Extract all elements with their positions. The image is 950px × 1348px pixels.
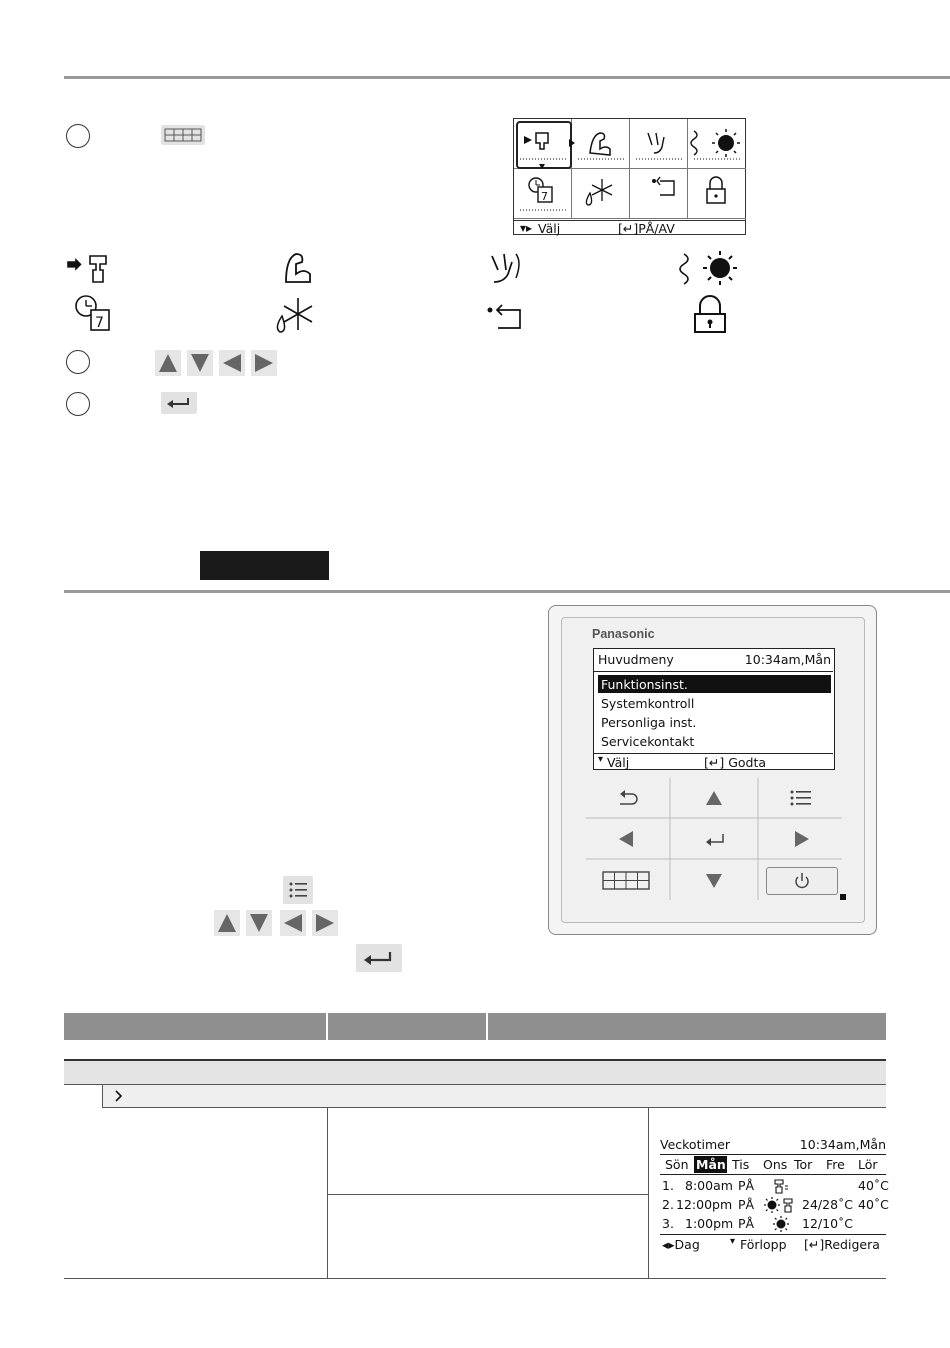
down-arrow-small-icon: ▾: [730, 1236, 736, 1247]
down-arrow-icon: ▾: [598, 754, 604, 765]
timer-row-time: 8:00am: [685, 1178, 733, 1193]
chevron-right-icon: [114, 1090, 124, 1102]
indicator-led: [840, 894, 846, 900]
weekly-timer-screen: [660, 1137, 889, 1257]
timer-row-state: PÅ: [738, 1216, 755, 1231]
remote-controller: [548, 605, 877, 935]
section-rule: [64, 590, 950, 593]
right-key-icon[interactable]: [793, 830, 811, 848]
muscle-icon: [286, 254, 310, 282]
day-tab-fre[interactable]: Fre: [826, 1157, 845, 1172]
day-tab-tor[interactable]: Tor: [794, 1157, 813, 1172]
table-header-col-3: [488, 1013, 886, 1040]
timer-row-time: 1:00pm: [685, 1216, 734, 1231]
power-button[interactable]: [766, 867, 838, 895]
timer-row-temp1: 12/10˚C: [802, 1216, 854, 1231]
day-tab-tis[interactable]: Tis: [732, 1157, 750, 1172]
menu-item-funktionsinst[interactable]: Funktionsinst.: [601, 677, 688, 692]
up-key-icon[interactable]: [705, 789, 723, 807]
svg-text:7: 7: [95, 315, 104, 331]
back-key-icon[interactable]: [617, 789, 639, 809]
quiet-hand-icon: [492, 254, 519, 282]
day-tab-lor[interactable]: Lör: [858, 1157, 878, 1172]
timer-row-temp2: 40˚C: [858, 1178, 889, 1193]
top-rule: [64, 76, 950, 79]
day-tab-man[interactable]: Mån: [696, 1157, 726, 1172]
screen-footer-select: Välj: [607, 755, 630, 770]
timer-row-num: 1.: [662, 1178, 674, 1193]
grid-menu-key-icon: [161, 125, 205, 145]
tank-tap-small-icon: [772, 1178, 790, 1194]
enter-key-icon: [161, 392, 197, 414]
footer-day: ◂▸Dag: [662, 1237, 700, 1252]
table-header-col-2: [328, 1013, 486, 1040]
left-key-icon[interactable]: [617, 830, 635, 848]
menu-key-inline-icon: [283, 876, 313, 904]
weekly-title: Veckotimer: [660, 1137, 730, 1152]
footer-edit: [↵]Redigera: [804, 1237, 880, 1252]
svg-text:7: 7: [541, 190, 548, 203]
weekly-time: 10:34am,Mån: [799, 1137, 886, 1152]
step-1-marker: [66, 124, 90, 148]
table-subgroup-row: [102, 1085, 886, 1107]
remote-screen: [593, 648, 835, 770]
menu-key-icon[interactable]: [789, 789, 813, 807]
icon-legend: [64, 250, 784, 340]
return-icon: [488, 305, 521, 328]
timer-row-state: PÅ: [738, 1197, 755, 1212]
enter-key-inline-icon: [356, 944, 402, 972]
step-3-marker: [66, 392, 90, 416]
grid-key-icon[interactable]: [602, 870, 652, 892]
lock-icon: [695, 296, 725, 332]
step-2-marker: [66, 350, 90, 374]
enter-key-remote-icon[interactable]: [704, 832, 726, 848]
lcd-footer-onoff: [↵]PÅ/AV: [618, 221, 675, 236]
timer-row-num: 3.: [662, 1216, 674, 1231]
sun-small-icon: [772, 1216, 790, 1232]
down-key-icon[interactable]: [705, 872, 723, 890]
lcd-footer: [514, 220, 746, 236]
screen-footer-accept: [↵] Godta: [704, 755, 767, 770]
day-tab-son[interactable]: Sön: [665, 1157, 689, 1172]
brand-logo: Panasonic: [592, 627, 655, 641]
footer-progress: Förlopp: [740, 1237, 787, 1252]
screen-header: [594, 649, 833, 672]
tank-tap-icon: [67, 256, 106, 282]
menu-item-servicekontakt[interactable]: Servicekontakt: [601, 734, 695, 749]
timer-row-time: 12:00pm: [676, 1197, 733, 1212]
menu-item-systemkontroll[interactable]: Systemkontroll: [601, 696, 695, 711]
lcd-footer-select: Välj: [538, 221, 561, 236]
screen-title: Huvudmeny: [598, 652, 674, 667]
timer-row-state: PÅ: [738, 1178, 755, 1193]
power-icon: [792, 871, 812, 891]
table-header-col-1: [64, 1013, 326, 1040]
timer-row-temp1: 24/28˚C: [802, 1197, 854, 1212]
table-group-row: [64, 1061, 886, 1084]
day-tabs: [660, 1155, 886, 1174]
function-lcd-panel: [513, 118, 746, 235]
timer-row-temp2: 40˚C: [858, 1197, 889, 1212]
day-tab-ons[interactable]: Ons: [763, 1157, 788, 1172]
weekly-timer-icon: [76, 296, 109, 331]
dark-label-box: [200, 551, 329, 580]
timer-row-num: 2.: [662, 1197, 674, 1212]
defrost-icon: [277, 298, 312, 332]
menu-item-personliga[interactable]: Personliga inst.: [601, 715, 697, 730]
arrow-keys-inline-icons: [214, 910, 340, 936]
screen-time: 10:34am,Mån: [744, 652, 831, 667]
lcd-footer-arrow-icon: ▾▸: [520, 221, 533, 235]
heater-sun-icon: [680, 251, 737, 285]
sun-tap-small-icon: [764, 1197, 800, 1213]
arrow-keys-icons: [155, 350, 279, 376]
